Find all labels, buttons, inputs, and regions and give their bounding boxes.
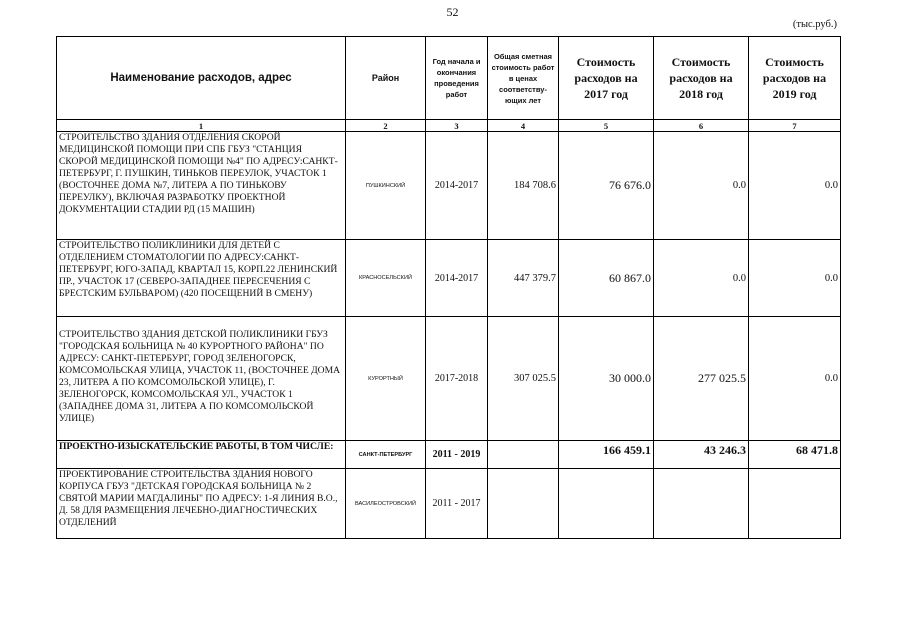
- page-number: 52: [446, 5, 459, 19]
- column-number: 5: [559, 120, 654, 132]
- district: КУРОРТНЫЙ: [346, 317, 426, 441]
- cost-2018: 0.0: [654, 240, 749, 317]
- cost-2019: [749, 469, 841, 539]
- cost-2018: [654, 469, 749, 539]
- district: ПУШКИНСКИЙ: [346, 132, 426, 240]
- expense-name: СТРОИТЕЛЬСТВО ЗДАНИЯ ОТДЕЛЕНИЯ СКОРОЙ МЕДИЦИНСКОЙ ПОМОЩИ ПРИ СПБ ГБУЗ "СТАНЦИЯ СКОРОЙ МЕДИЦИНСКОЙ ПОМОЩИ №4" ПО АДРЕСУ:САНКТ-ПЕТЕРБУРГ, Г. ПУШКИН, ТИНЬКОВ ПЕРЕУЛОК, УЧАСТОК 1 (ВОСТОЧНЕЕ ДОМА №7, ЛИТЕРА А ПО ТИНЬКОВУ ПЕРЕУЛКУ), ВКЛЮЧАЯ РАЗРАБОТКУ ПРОЕКТНОЙ ДОКУМЕНТАЦИИ СТАДИИ РД (15 МАШИН): [57, 132, 346, 240]
- expense-name: СТРОИТЕЛЬСТВО ПОЛИКЛИНИКИ ДЛЯ ДЕТЕЙ С ОТДЕЛЕНИЕМ СТОМАТОЛОГИИ ПО АДРЕСУ:САНКТ-ПЕТЕРБУРГ, ЮГО-ЗАПАД, КВАРТАЛ 15, КОРП.22 ЛЕНИНСКИЙ ПР., УЧАСТОК 17 (СЕВЕРО-ЗАПАДНЕЕ ПЕРЕСЕЧЕНИЯ С БРЕСТСКИМ БУЛЬВАРОМ) (420 ПОСЕЩЕНИЙ В СМЕНУ): [57, 240, 346, 317]
- district: ВАСИЛЕОСТРОВСКИЙ: [346, 469, 426, 539]
- district: САНКТ-ПЕТЕРБУРГ: [346, 441, 426, 469]
- expense-name: СТРОИТЕЛЬСТВО ЗДАНИЯ ДЕТСКОЙ ПОЛИКЛИНИКИ ГБУЗ "ГОРОДСКАЯ БОЛЬНИЦА № 40 КУРОРТНОГО РАЙОНА" ПО АДРЕСУ: САНКТ-ПЕТЕРБУРГ, ГОРОД ЗЕЛЕНОГОРСК, КОМСОМОЛЬСКАЯ УЛИЦА, УЧАСТОК 11, (ВОСТОЧНЕЕ ДОМА 23, ЛИТЕРА А ПО КОМСОМОЛЬСКОЙ УЛИЦЕ), Г. ЗЕЛЕНОГОРСК, КОМСОМОЛЬСКАЯ УЛ., УЧАСТОК 1 (ЗАПАДНЕЕ ДОМА 31, ЛИТЕРА А ПО КОМСОМОЛЬСКОЙ УЛИЦЕ): [57, 317, 346, 441]
- cost-2017: 30 000.0: [559, 317, 654, 441]
- table-row: [57, 240, 841, 317]
- header-row: [57, 37, 841, 120]
- total-cost: [488, 469, 559, 539]
- table-row: [57, 469, 841, 539]
- header-2017: Стоимость расходов на 2017 год: [559, 37, 654, 120]
- cost-2019: 0.0: [749, 317, 841, 441]
- cost-2018: 43 246.3: [654, 441, 749, 469]
- header-district: Район: [346, 37, 426, 120]
- total-cost: [488, 441, 559, 469]
- cost-2017: 60 867.0: [559, 240, 654, 317]
- header-total-cost: Общая сметная стоимость работ в ценах соответству-ющих лет: [488, 37, 559, 120]
- column-number: 6: [654, 120, 749, 132]
- cost-2017: [559, 469, 654, 539]
- column-number: 4: [488, 120, 559, 132]
- period: 2011 - 2017: [426, 469, 488, 539]
- units-label: (тыс.руб.): [792, 19, 837, 30]
- total-cost: 184 708.6: [488, 132, 559, 240]
- cost-2019: 68 471.8: [749, 441, 841, 469]
- cost-2019: 0.0: [749, 240, 841, 317]
- period: 2017-2018: [426, 317, 488, 441]
- period: 2011 - 2019: [426, 441, 488, 469]
- header-name: Наименование расходов, адрес: [57, 37, 346, 120]
- district: КРАСНОСЕЛЬСКИЙ: [346, 240, 426, 317]
- cost-2019: 0.0: [749, 132, 841, 240]
- table-row: [57, 132, 841, 240]
- column-number: 1: [57, 120, 346, 132]
- total-cost: 447 379.7: [488, 240, 559, 317]
- table-row: [57, 317, 841, 441]
- expense-name: ПРОЕКТНО-ИЗЫСКАТЕЛЬСКИЕ РАБОТЫ, В ТОМ ЧИСЛЕ:: [57, 441, 346, 469]
- column-number: 3: [426, 120, 488, 132]
- total-cost: 307 025.5: [488, 317, 559, 441]
- column-numbers-row: [57, 120, 841, 132]
- column-number: 7: [749, 120, 841, 132]
- cost-2017: 166 459.1: [559, 441, 654, 469]
- period: 2014-2017: [426, 132, 488, 240]
- period: 2014-2017: [426, 240, 488, 317]
- cost-2017: 76 676.0: [559, 132, 654, 240]
- header-period: Год начала и окончания проведения работ: [426, 37, 488, 120]
- cost-2018: 277 025.5: [654, 317, 749, 441]
- expense-name: ПРОЕКТИРОВАНИЕ СТРОИТЕЛЬСТВА ЗДАНИЯ НОВОГО КОРПУСА ГБУЗ "ДЕТСКАЯ ГОРОДСКАЯ БОЛЬНИЦА № 2 СВЯТОЙ МАРИИ МАГДАЛИНЫ" ПО АДРЕСУ: 1-Я ЛИНИЯ В.О., Д. 58 ДЛЯ РАЗМЕЩЕНИЯ ЛЕЧЕБНО-ДИАГНОСТИЧЕСКИХ ОТДЕЛЕНИЙ: [57, 469, 346, 539]
- column-number: 2: [346, 120, 426, 132]
- table-row-subtotal: [57, 441, 841, 469]
- header-2019: Стоимость расходов на 2019 год: [749, 37, 841, 120]
- cost-2018: 0.0: [654, 132, 749, 240]
- header-2018: Стоимость расходов на 2018 год: [654, 37, 749, 120]
- expenses-table: [56, 36, 841, 539]
